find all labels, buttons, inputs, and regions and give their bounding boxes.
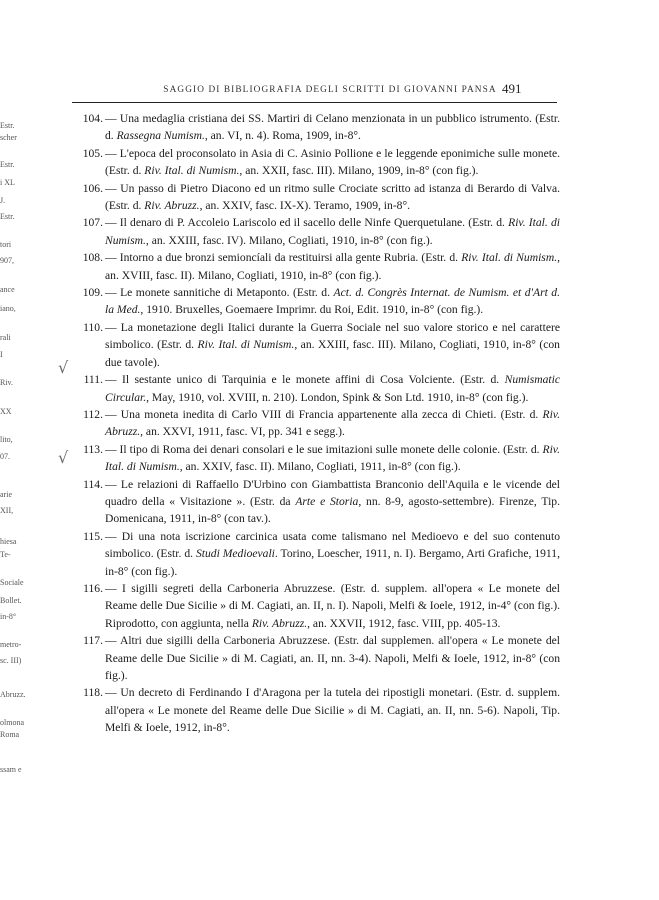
entry-periodical-title: Riv. Ital. di Numism.: [105, 216, 560, 247]
entry-text-main: — I sigilli segreti della Carboneria Abruzzese. (Estr. d. supplem. all'opera « Le monete del Reame delle Due Sicilie » di M. Cagiati, an. II, n. I). Napoli, Melfi & Ioele, 1912, in-4° (con fig.). Riprodotto, con aggiunta, nella: [105, 581, 560, 630]
facing-page-bleed: [0, 0, 42, 900]
bibliography-entry: [70, 632, 560, 684]
bleed-fragment: in-8°: [0, 612, 17, 621]
bibliography-entry: [70, 214, 560, 249]
bleed-fragment: ance: [0, 285, 15, 294]
entry-number: 105.: [82, 146, 103, 160]
bleed-fragment: i XL: [0, 178, 15, 187]
entry-number: 107.: [82, 216, 103, 230]
entry-text-rest: , 1910. Bruxelles, Goemaere Imprimr. du Roi, Edit. 1910, in-8° (con fig.).: [140, 303, 484, 317]
entry-text: [105, 408, 560, 438]
bleed-fragment: Riv.: [0, 378, 14, 387]
bibliography-entry: [70, 371, 560, 406]
bibliography-entry: [70, 110, 560, 145]
entry-number: 117.: [83, 634, 103, 648]
entry-text: [105, 147, 560, 177]
entry-text-rest: , an. VI, n. 4). Roma, 1909, in-8°.: [204, 129, 361, 143]
entry-text: [105, 634, 560, 682]
entry-text-rest: , May, 1910, vol. XVIII, n. 210). London, Spink & Son Ltd. 1910, in-8° (con fig.).: [146, 390, 529, 404]
entry-text-main: — Intorno a due bronzi semioncíali da restituirsi alla gente Rubria. (Estr. d.: [105, 251, 462, 265]
bleed-fragment: rali: [0, 333, 11, 342]
running-head: SAGGIO DI BIBLIOGRAFIA DEGLI SCRITTI DI GIOVANNI PANSA: [163, 85, 497, 95]
bleed-fragment: lito,: [0, 435, 13, 444]
bleed-fragment: Estr.: [0, 212, 15, 221]
bibliography-entry: [70, 580, 560, 632]
entry-text: [105, 686, 560, 734]
bibliography-entry: [70, 284, 560, 319]
entry-text-main: — Il tipo di Roma dei denari consolari e le sue imitazioni sulle monete delle colonie. (Estr. d.: [105, 442, 543, 456]
entry-text-main: — Una moneta inedita di Carlo VIII di Francia appartenente alla zecca di Chieti. (Estr. d.: [105, 407, 543, 421]
entry-text-rest: , an. XXIV, fasc. IX-X). Teramo, 1909, in-8°.: [199, 199, 411, 213]
entry-periodical-title: Studi Medioevali: [195, 547, 275, 561]
entry-number: 115.: [83, 529, 103, 543]
entry-text: [105, 443, 560, 473]
entry-text-rest: , an. XXVII, 1912, fasc. VIII, pp. 405-13.: [307, 616, 501, 630]
entry-text: [105, 582, 560, 630]
bleed-fragment: Abruzz.: [0, 690, 26, 699]
bleed-fragment: I: [0, 350, 3, 359]
entry-text-rest: , an. XXII, fasc. III). Milano, 1909, in-8° (con fig.).: [239, 164, 479, 178]
pencil-checkmark-icon: √: [58, 448, 69, 467]
page-number: 491: [502, 81, 522, 96]
entry-text-rest: , an. XXIII, fasc. IV). Milano, Cogliati, 1910, in-8° (con fig.).: [145, 233, 433, 247]
entry-periodical-title: Act. d. Congrès Internat. de Numism. et d'Art d. la Med.: [105, 286, 560, 317]
entry-number: 109.: [82, 286, 103, 300]
entry-number: 106.: [82, 181, 103, 195]
entry-text-main: — Il sestante unico di Tarquinia e le monete affini di Cosa Volciente. (Estr. d.: [105, 373, 505, 387]
entry-text-rest: , an. XVIII, fasc. II). Milano, Cogliati, 1910, in-8° (con fig.).: [105, 251, 561, 282]
bleed-fragment: Estr.: [0, 160, 15, 169]
bleed-fragment: iano,: [0, 304, 16, 313]
bleed-fragment: Roma: [0, 730, 20, 739]
bibliography-entry: [70, 319, 560, 371]
bleed-fragment: XX: [0, 407, 12, 416]
bleed-fragment: Bollet.: [0, 596, 22, 605]
entry-text-main: — Il denaro di P. Accoleio Lariscolo ed il sacello delle Ninfe Querquetulane. (Estr. d.: [105, 216, 509, 230]
entry-text-main: — Un decreto di Ferdinando I d'Aragona per la tutela dei ripostigli monetari. (Estr. d. supplem. all'opera « Le monete del Reame delle Due Sicilie » di M. Cagiati, an. II, nn. 5-6). Napoli, Tip. Melfi & Ioele, 1912, in-8°.: [105, 686, 560, 735]
entry-text-main: — Le monete sannitiche di Metaponto. (Estr. d.: [105, 286, 334, 300]
entry-periodical-title: Arte e Storia: [295, 494, 359, 508]
entry-text: [105, 373, 560, 403]
entry-text-main: — L'epoca del proconsolato in Asia di C. Asinio Pollione e le leggende eponimiche sulle monete. (Estr. d.: [105, 146, 560, 178]
bleed-fragment: Sociale: [0, 578, 24, 587]
bleed-fragment: 907,: [0, 256, 14, 265]
entry-periodical-title: Riv. Ital. di Numism.: [144, 164, 240, 178]
entry-number: 114.: [83, 477, 103, 491]
bibliography-list: [70, 110, 560, 737]
bleed-fragment: Estr.: [0, 121, 15, 130]
entry-number: 108.: [82, 251, 103, 265]
entry-text-main: — Altri due sigilli della Carboneria Abruzzese. (Estr. dal supplemen. all'opera « Le monete del Reame delle Due Sicilie » di M. Cagiati, an. II, nn. 3-4). Napoli, Melfi & Ioele, 1912, in-8° (con fig.).: [105, 634, 560, 682]
entry-text-rest: , an. XXIII, fasc. III). Milano, Cogliati, 1910, in-8° (con due tavole).: [105, 338, 560, 369]
bibliography-entry: [70, 180, 560, 215]
entry-text: [105, 216, 560, 246]
bleed-fragment: 07.: [0, 452, 10, 461]
pencil-checkmark-icon: √: [58, 358, 69, 377]
entry-number: 113.: [83, 442, 103, 456]
entry-number: 110.: [83, 320, 103, 334]
entry-periodical-title: Riv. Ital. di Numism.: [105, 442, 560, 474]
entry-number: 112.: [83, 407, 103, 421]
bleed-fragment: tori: [0, 240, 12, 249]
entry-text-rest: . Torino, Loescher, 1911, n. I). Bergamo, Arti Grafiche, 1911, in-8° (con fig.).: [105, 547, 560, 578]
bleed-fragment: XII,: [0, 506, 14, 515]
entry-text: [105, 182, 560, 212]
bibliography-entry: [70, 528, 560, 580]
entry-text-rest: , an. XXVI, 1911, fasc. VI, pp. 341 e segg.).: [140, 425, 345, 439]
bibliography-entry: [70, 684, 560, 736]
entry-text: [105, 286, 560, 316]
entry-text-rest: , nn. 8-9, agosto-settembre). Firenze, Tip. Domenicana, 1911, in-8° (con tav.).: [105, 494, 560, 526]
entry-number: 118.: [83, 686, 103, 700]
entry-number: 104.: [82, 112, 103, 125]
entry-number: 116.: [83, 581, 103, 595]
entry-text-rest: , an. XXIV, fasc. II). Milano, Cogliati, 1911, in-8° (con fig.).: [179, 460, 461, 474]
bibliography-entry: [70, 476, 560, 528]
entry-text-main: — Un passo di Pietro Diacono ed un ritmo sulle Crociate scritto ad istanza di Berardo di Valva. (Estr. d.: [105, 181, 560, 213]
bleed-fragment: J.: [0, 196, 6, 205]
bleed-fragment: scher: [0, 133, 17, 142]
bleed-fragment: hiesa: [0, 537, 17, 546]
bibliography-entry: [70, 145, 560, 180]
entry-text: [105, 530, 560, 578]
bleed-fragment: sc. III): [0, 656, 22, 665]
bleed-fragment: Te-: [0, 550, 11, 559]
entry-periodical-title: Riv. Ital. di Numism.: [461, 251, 558, 265]
bleed-fragment: ssam e: [0, 765, 22, 774]
entry-text: [105, 321, 560, 369]
header-rule: [72, 102, 557, 103]
entry-text: [105, 251, 560, 281]
bibliography-entry: [70, 406, 560, 441]
entry-number: 111.: [83, 373, 103, 387]
entry-periodical-title: Riv. Abruzz.: [144, 199, 200, 213]
bleed-fragment: olmona: [0, 718, 24, 727]
entry-periodical-title: Rassegna Numism.: [116, 129, 205, 143]
entry-text-main: — Di una nota iscrizione carcinica usata come talismano nel Medioevo e del suo contenuto simbolico. (Estr. d.: [105, 529, 560, 561]
entry-periodical-title: Riv. Abruzz.: [251, 616, 308, 630]
bibliography-entry: [70, 249, 560, 284]
entry-periodical-title: Numismatic Circular.: [105, 373, 560, 404]
entry-text: [105, 478, 560, 526]
entry-periodical-title: Riv. Abruzz.: [105, 407, 560, 439]
bibliography-entry: [70, 441, 560, 476]
entry-text: [105, 112, 560, 142]
bleed-fragment: metro-: [0, 640, 22, 649]
entry-text-main: — Le relazioni di Raffaello D'Urbino con Giambattista Branconio dell'Aquila e le vicende del quadro della « Visitazione ». (Estr. da: [105, 477, 560, 508]
entry-text-main: — Una medaglia cristiana dei SS. Martiri di Celano menzionata in un pubblico istrumento. (Estr. d.: [105, 112, 560, 143]
bleed-fragment: arie: [0, 490, 12, 499]
entry-periodical-title: Riv. Ital. di Numism.: [197, 338, 295, 352]
entry-text-main: — La monetazione degli Italici durante la Guerra Sociale nel suo valore storico e nel carattere simbolico. (Estr. d.: [105, 320, 560, 352]
